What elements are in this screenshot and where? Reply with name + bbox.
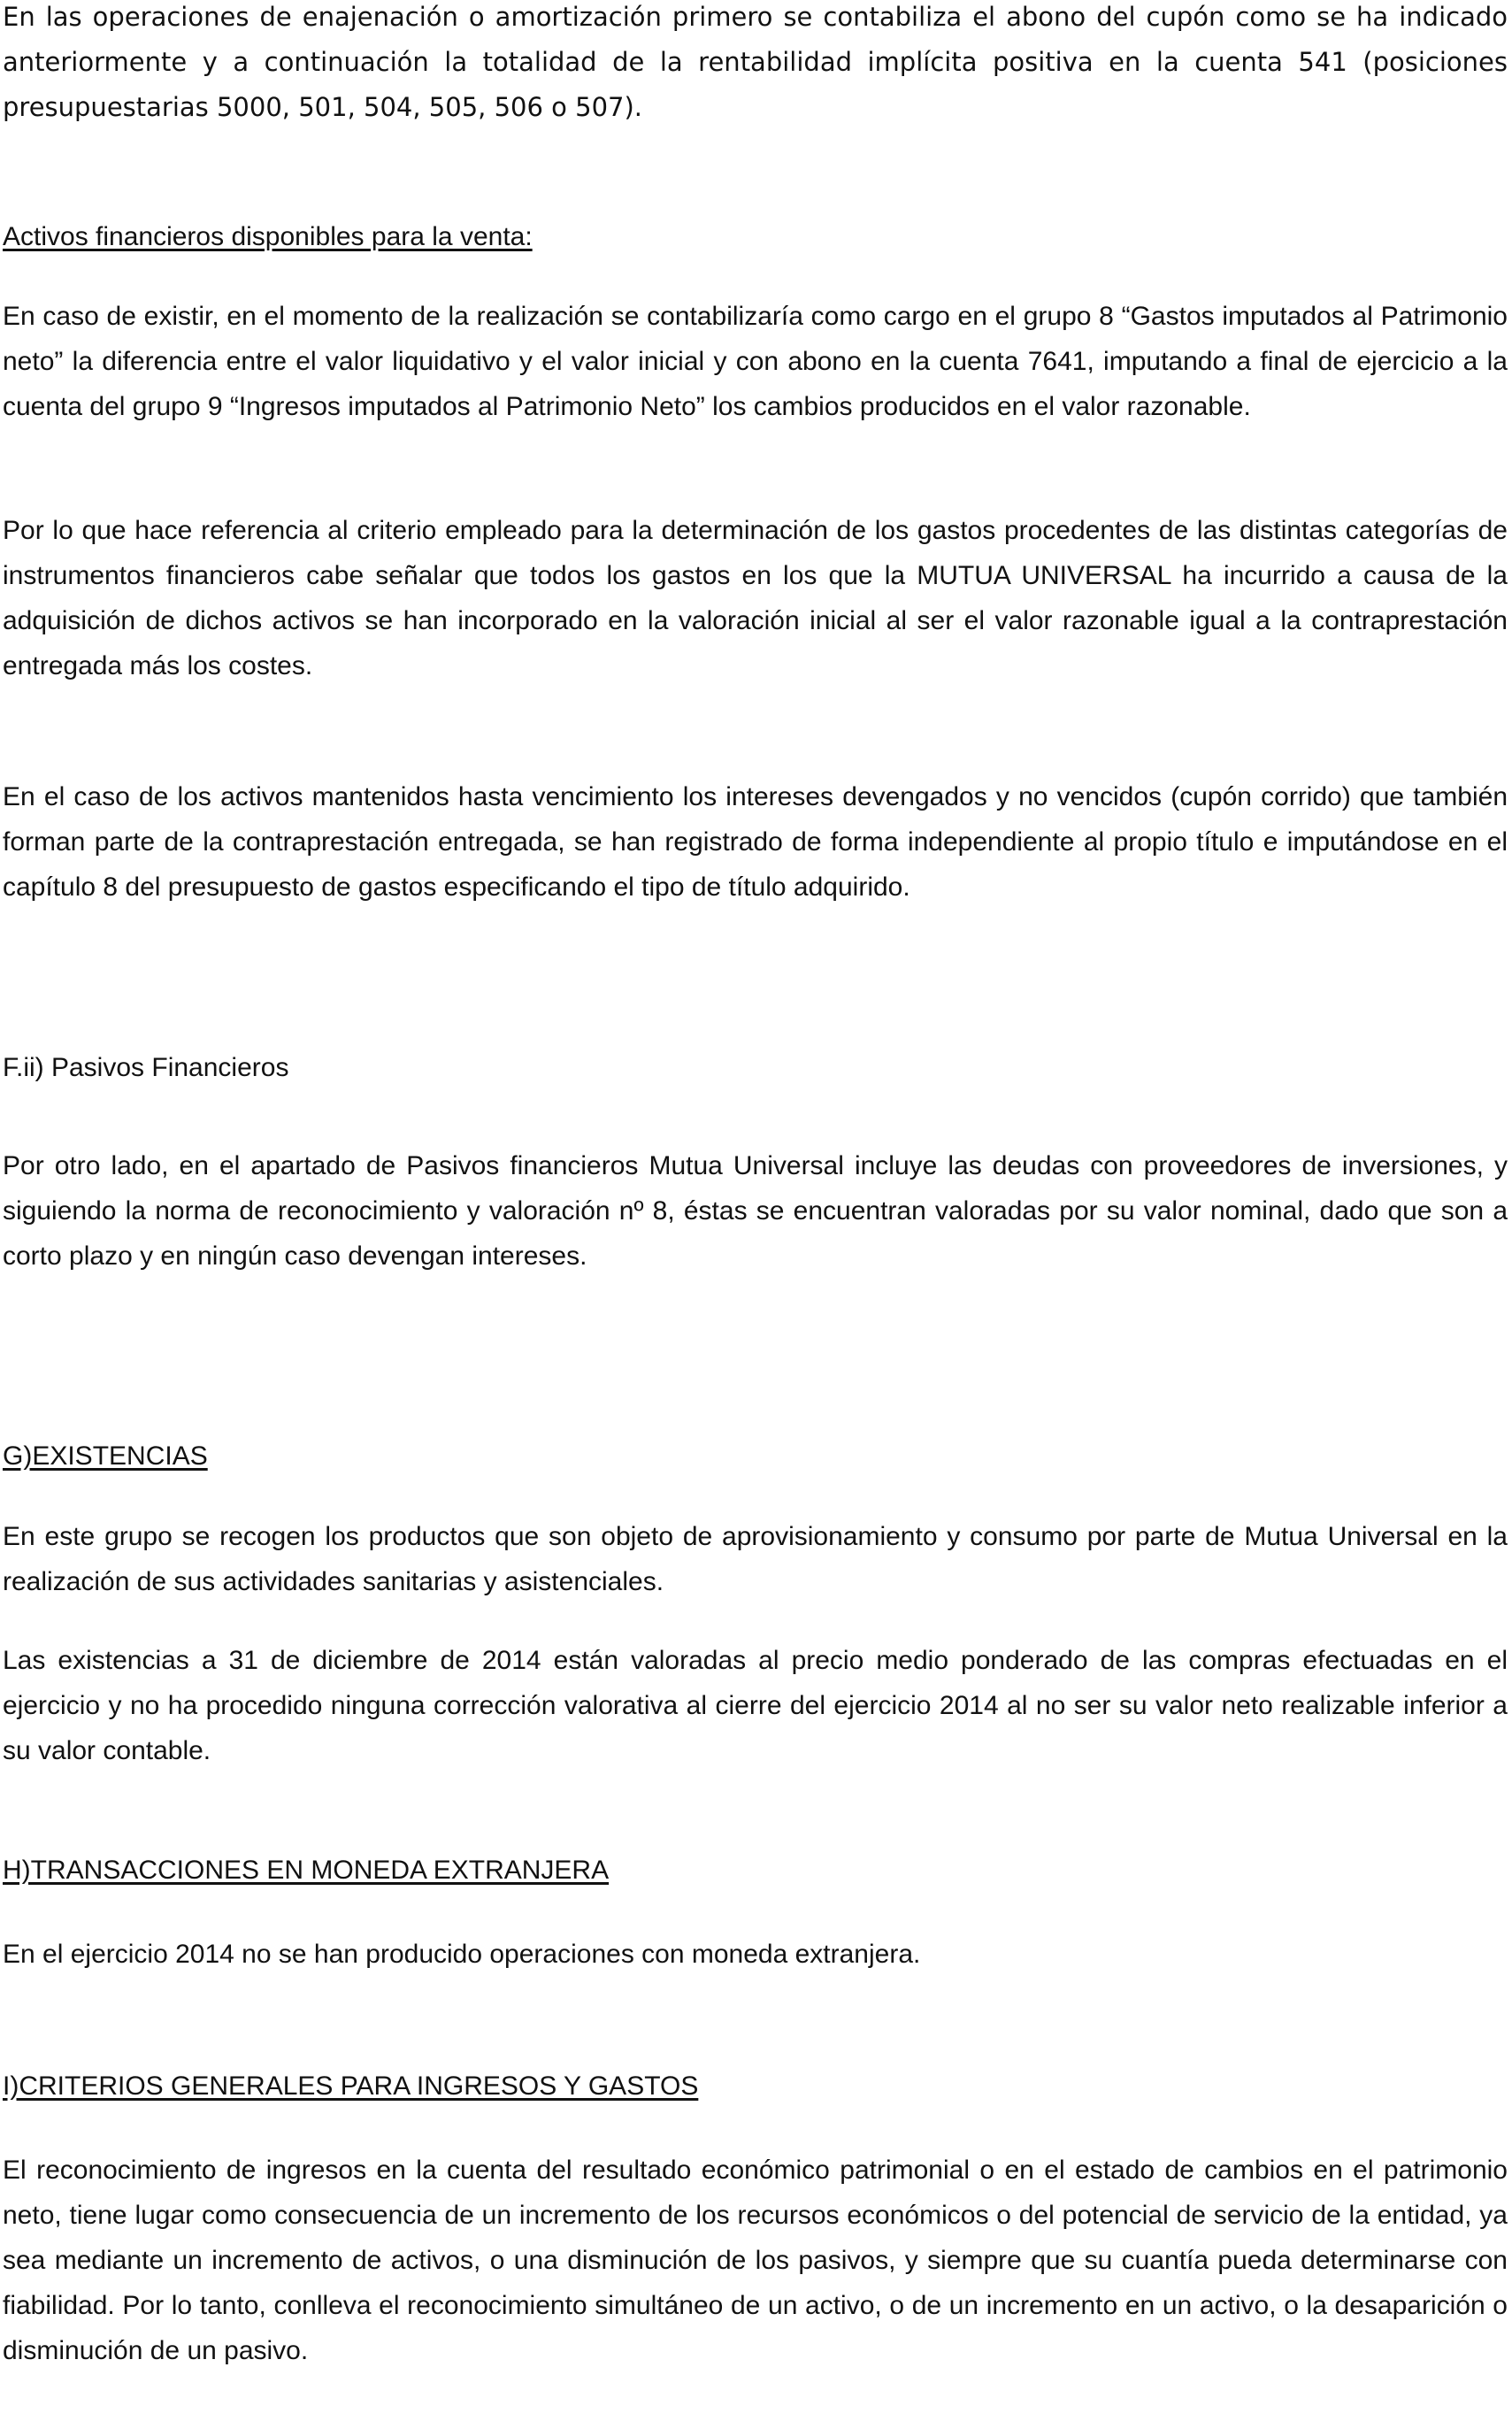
heading-existencias: G)EXISTENCIAS	[3, 1441, 208, 1471]
paragraph-moneda-extranjera: En el ejercicio 2014 no se han producido operaciones con moneda extranjera.	[3, 1940, 921, 1969]
heading-moneda-extranjera: H)TRANSACCIONES EN MONEDA EXTRANJERA	[3, 1856, 610, 1885]
paragraph-criterio-gastos: Por lo que hace referencia al criterio empleado para la determinación de los gastos procedentes de las distintas categorías de instrumentos financieros cabe señalar que todos los gastos en los que la MUTUA UNIVERSAL ha incurrido a causa de la adquisición de dichos activos se han incorporado en la valoración inicial al ser el valor razonable igual a la contraprestación entregada más los costes.	[3, 516, 1508, 680]
paragraph-enajenacion: En las operaciones de enajenación o amortización primero se contabiliza el abono del cupón como se ha indicado anteriormente y a continuación la totalidad de la rentabilidad implícita positiva en la cuenta 541 (posiciones presupuestarias 5000, 501, 504, 505, 506 o 507).	[3, 2, 1508, 122]
paragraph-activos-vencimiento: En el caso de los activos mantenidos hasta vencimiento los intereses devengados y no vencidos (cupón corrido) que también forman parte de la contraprestación entregada, se han registrado de forma independiente al propio título e imputándose en el capítulo 8 del presupuesto de gastos especificando el tipo de título adquirido.	[3, 782, 1508, 902]
heading-activos-disponibles-venta: Activos financieros disponibles para la venta:	[3, 222, 533, 251]
paragraph-realizacion: En caso de existir, en el momento de la realización se contabilizaría como cargo en el grupo 8 “Gastos imputados al Patrimonio neto” la diferencia entre el valor liquidativo y el valor inicial y con abono en la cuenta 7641, imputando a final de ejercicio a la cuenta del grupo 9 “Ingresos imputados al Patrimonio Neto” los cambios producidos en el valor razonable.	[3, 302, 1508, 421]
heading-ingresos-gastos: I)CRITERIOS GENERALES PARA INGRESOS Y GASTOS	[3, 2071, 699, 2101]
paragraph-pasivos: Por otro lado, en el apartado de Pasivos financieros Mutua Universal incluye las deudas con proveedores de inversiones, y siguiendo la norma de reconocimiento y valoración nº 8, éstas se encuentran valoradas por su valor nominal, dado que son a corto plazo y en ningún caso devengan intereses.	[3, 1151, 1508, 1271]
paragraph-existencias-valoracion: Las existencias a 31 de diciembre de 2014 están valoradas al precio medio ponderado de las compras efectuadas en el ejercicio y no ha procedido ninguna corrección valorativa al cierre del ejercicio 2014 al no ser su valor neto realizable inferior a su valor contable.	[3, 1646, 1508, 1765]
heading-pasivos-financieros: F.ii) Pasivos Financieros	[3, 1053, 289, 1082]
paragraph-reconocimiento-ingresos: El reconocimiento de ingresos en la cuenta del resultado económico patrimonial o en el estado de cambios en el patrimonio neto, tiene lugar como consecuencia de un incremento de los recursos económicos o del potencial de servicio de la entidad, ya sea mediante un incremento de activos, o una disminución de los pasivos, y siempre que su cuantía pueda determinarse con fiabilidad. Por lo tanto, conlleva el reconocimiento simultáneo de un activo, o de un incremento en un activo, o la desaparición o disminución de un pasivo.	[3, 2156, 1508, 2365]
paragraph-existencias-grupo: En este grupo se recogen los productos que son objeto de aprovisionamiento y consumo por parte de Mutua Universal en la realización de sus actividades sanitarias y asistenciales.	[3, 1522, 1508, 1596]
